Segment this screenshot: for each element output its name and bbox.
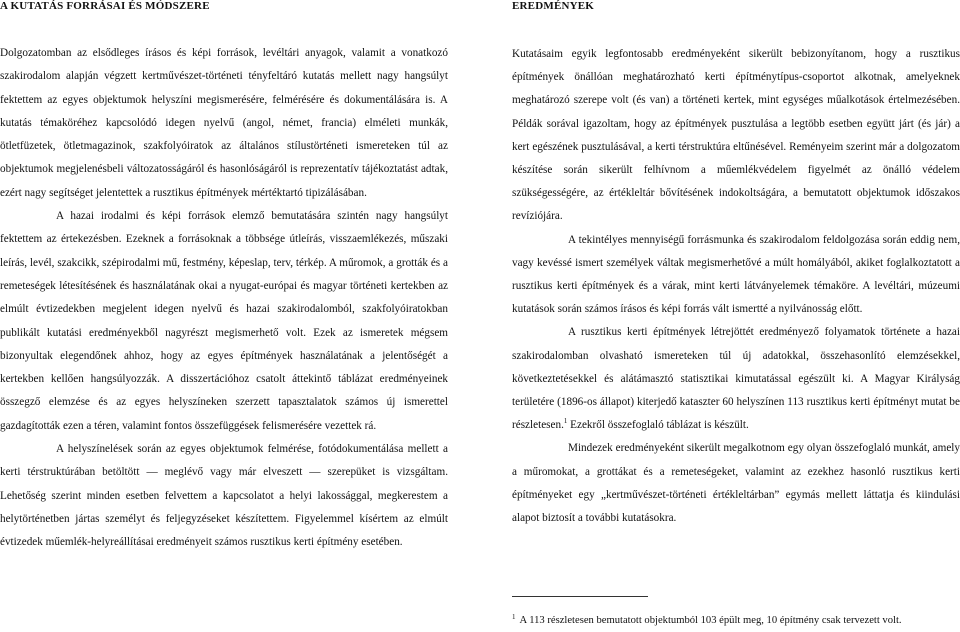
footnote-reference[interactable]: 1: [563, 417, 568, 426]
methods-paragraph-3: A helyszínelések során az egyes objektumok felmérése, fotódokumentálása mellett a kerti térstruktúrában betöltött ― meglévő vagy már elveszett ― szerepüket is vizsgáltam. Lehetőség szerint minden esetben felvettem a kapcsolatot a helyi lakossággal, megkerestem a helytörténetben jártas személyt és feljegyzéseket készítettem. Figyelemmel kísértem az elmúlt évtizedek műemlék-helyreállításai eredményeit számos rusztikus kerti építmény esetében.: [0, 443, 448, 549]
footnote-divider: [512, 596, 648, 597]
results-paragraph-3-part-a: A rusztikus kerti építmények létrejöttét eredményező folyamatok története a hazai szakirodalomban olvasható ismereteken túl új adatokkal, összehasonlító elemzésekkel, következtetésekkel és alátámasztó statisztikai kimutatással egészült ki. A Magyar Királyság területére (1896-os állapot) kiterjedő kataszter 60 helyszínen 113 rusztikus kerti építményt mutat be részletesen.: [512, 326, 960, 432]
methods-paragraph-1: Dolgozatomban az elsődleges írásos és képi források, levéltári anyagok, valamit a vonatkozó szakirodalom alapján végzett kertművészet-történeti tényfeltáró kutatás mellett nagy hangsúlyt fektettem az egyes objektumok helyszíni megismerésére, felmérésére és dokumentálására is. A kutatás témaköréhez kapcsolódó idegen nyelvű (angol, német, francia) elméleti munkák, ötletfüzetek, ötletmagazinok, szakfolyóiratok az általános stílustörténeti ismereteken túl az objektumok megjelenésbeli változatosságáról és hasonlóságáról is reprezentatív tájékoztatást adtak, ezért nagy segítséget jelentettek a rusztikus építmények mértéktartó tipizálásában.: [0, 47, 448, 199]
footnote: [512, 610, 960, 628]
footnote-number: 1: [512, 613, 516, 621]
results-paragraph-1: Kutatásaim egyik legfontosabb eredményeként sikerült bebizonyítanom, hogy a rusztikus építmények önállóan meghatározható kerti építménytípus-csoportot alkotnak, amelyeknek meghatározó szerepe volt (és van) a történeti kertek, mint egységes műalkotások értelmezésében. Példák sorával igazoltam, hogy az építmények pusztulása a legtöbb esetben együtt járt (és jár) a kert egészének pusztulásával, a kerti térstruktúra eltűnésével. Reményeim szerint már a dolgozatom készítése során sikerült felhívnom a műemlékvédelem figyelmét az önálló védelem szükségességére, az értékleltár bővítésének indokoltságára, a bemutatott objektumok időszakos revíziójára.: [512, 48, 960, 223]
results-body: [512, 43, 960, 530]
section-title-results: EREDMÉNYEK: [512, 0, 595, 12]
results-paragraph-3: [512, 321, 960, 437]
results-paragraph-2: A tekintélyes mennyiségű forrásmunka és szakirodalom feldolgozása során eddig nem, vagy kevéssé ismert személyek váltak megismerhetővé a múlt homályából, akiket foglalkoztatott a rusztikus kerti építmények és a várak, mint kerti látványelemek témaköre. A levéltári, múzeumi kutatások során számos írásos és képi forrás vált ismertté a nyilvánosság előtt.: [512, 233, 960, 316]
results-paragraph-4: Mindezek eredményeként sikerült megalkotnom egy olyan összefoglaló munkát, amely a műromokat, a grottákat és a remeteségeket, valamint az ezekhez hasonló rusztikus kerti építményeket egy „kertművészet-történeti értékleltárban” egymás mellett láttatja és kiindulási alapot biztosít a további kutatásokra.: [512, 442, 960, 525]
methods-paragraph-2: A hazai irodalmi és képi források elemző bemutatására szintén nagy hangsúlyt fektettem az értekezésben. Ezeknek a forrásoknak a többsége útleírás, visszaemlékezés, műszaki leírás, levél, szakcikk, szépirodalmi mű, festmény, képeslap, terv, térkép. A műromok, a grották és a remeteségek létesítésének és használatának okai a nyugat-európai és magyar történeti kertekben az elmúlt évtizedekben megjelent idegen nyelvű és hazai szakirodalomból, szakfolyóiratokban publikált kutatási eredményekből nagyrészt megismerhető volt. Ezek az ismeretek mégsem bizonyultak elegendőnek ahhoz, hogy az egyes építmények használatának a jelentőségét a kertekben kellően hangsúlyozzák. A disszertációhoz csatolt áttekintő táblázat eredményeinek összegző elemzése és az egyes helyszíneken szerzett tapasztalatok számos új ismerettel gazdagították ezen a téren, valamint fontos összefüggések felismerésére vezettek rá.: [0, 210, 448, 432]
footnote-text: A 113 részletesen bemutatott objektumból 103 épült meg, 10 építmény csak tervezett volt.: [519, 615, 902, 626]
section-title-methods: A KUTATÁS FORRÁSAI ÉS MÓDSZERE: [0, 0, 210, 12]
results-paragraph-3-part-b: Ezekről összefoglaló táblázat is készült.: [567, 419, 749, 432]
methods-body: [0, 42, 448, 555]
